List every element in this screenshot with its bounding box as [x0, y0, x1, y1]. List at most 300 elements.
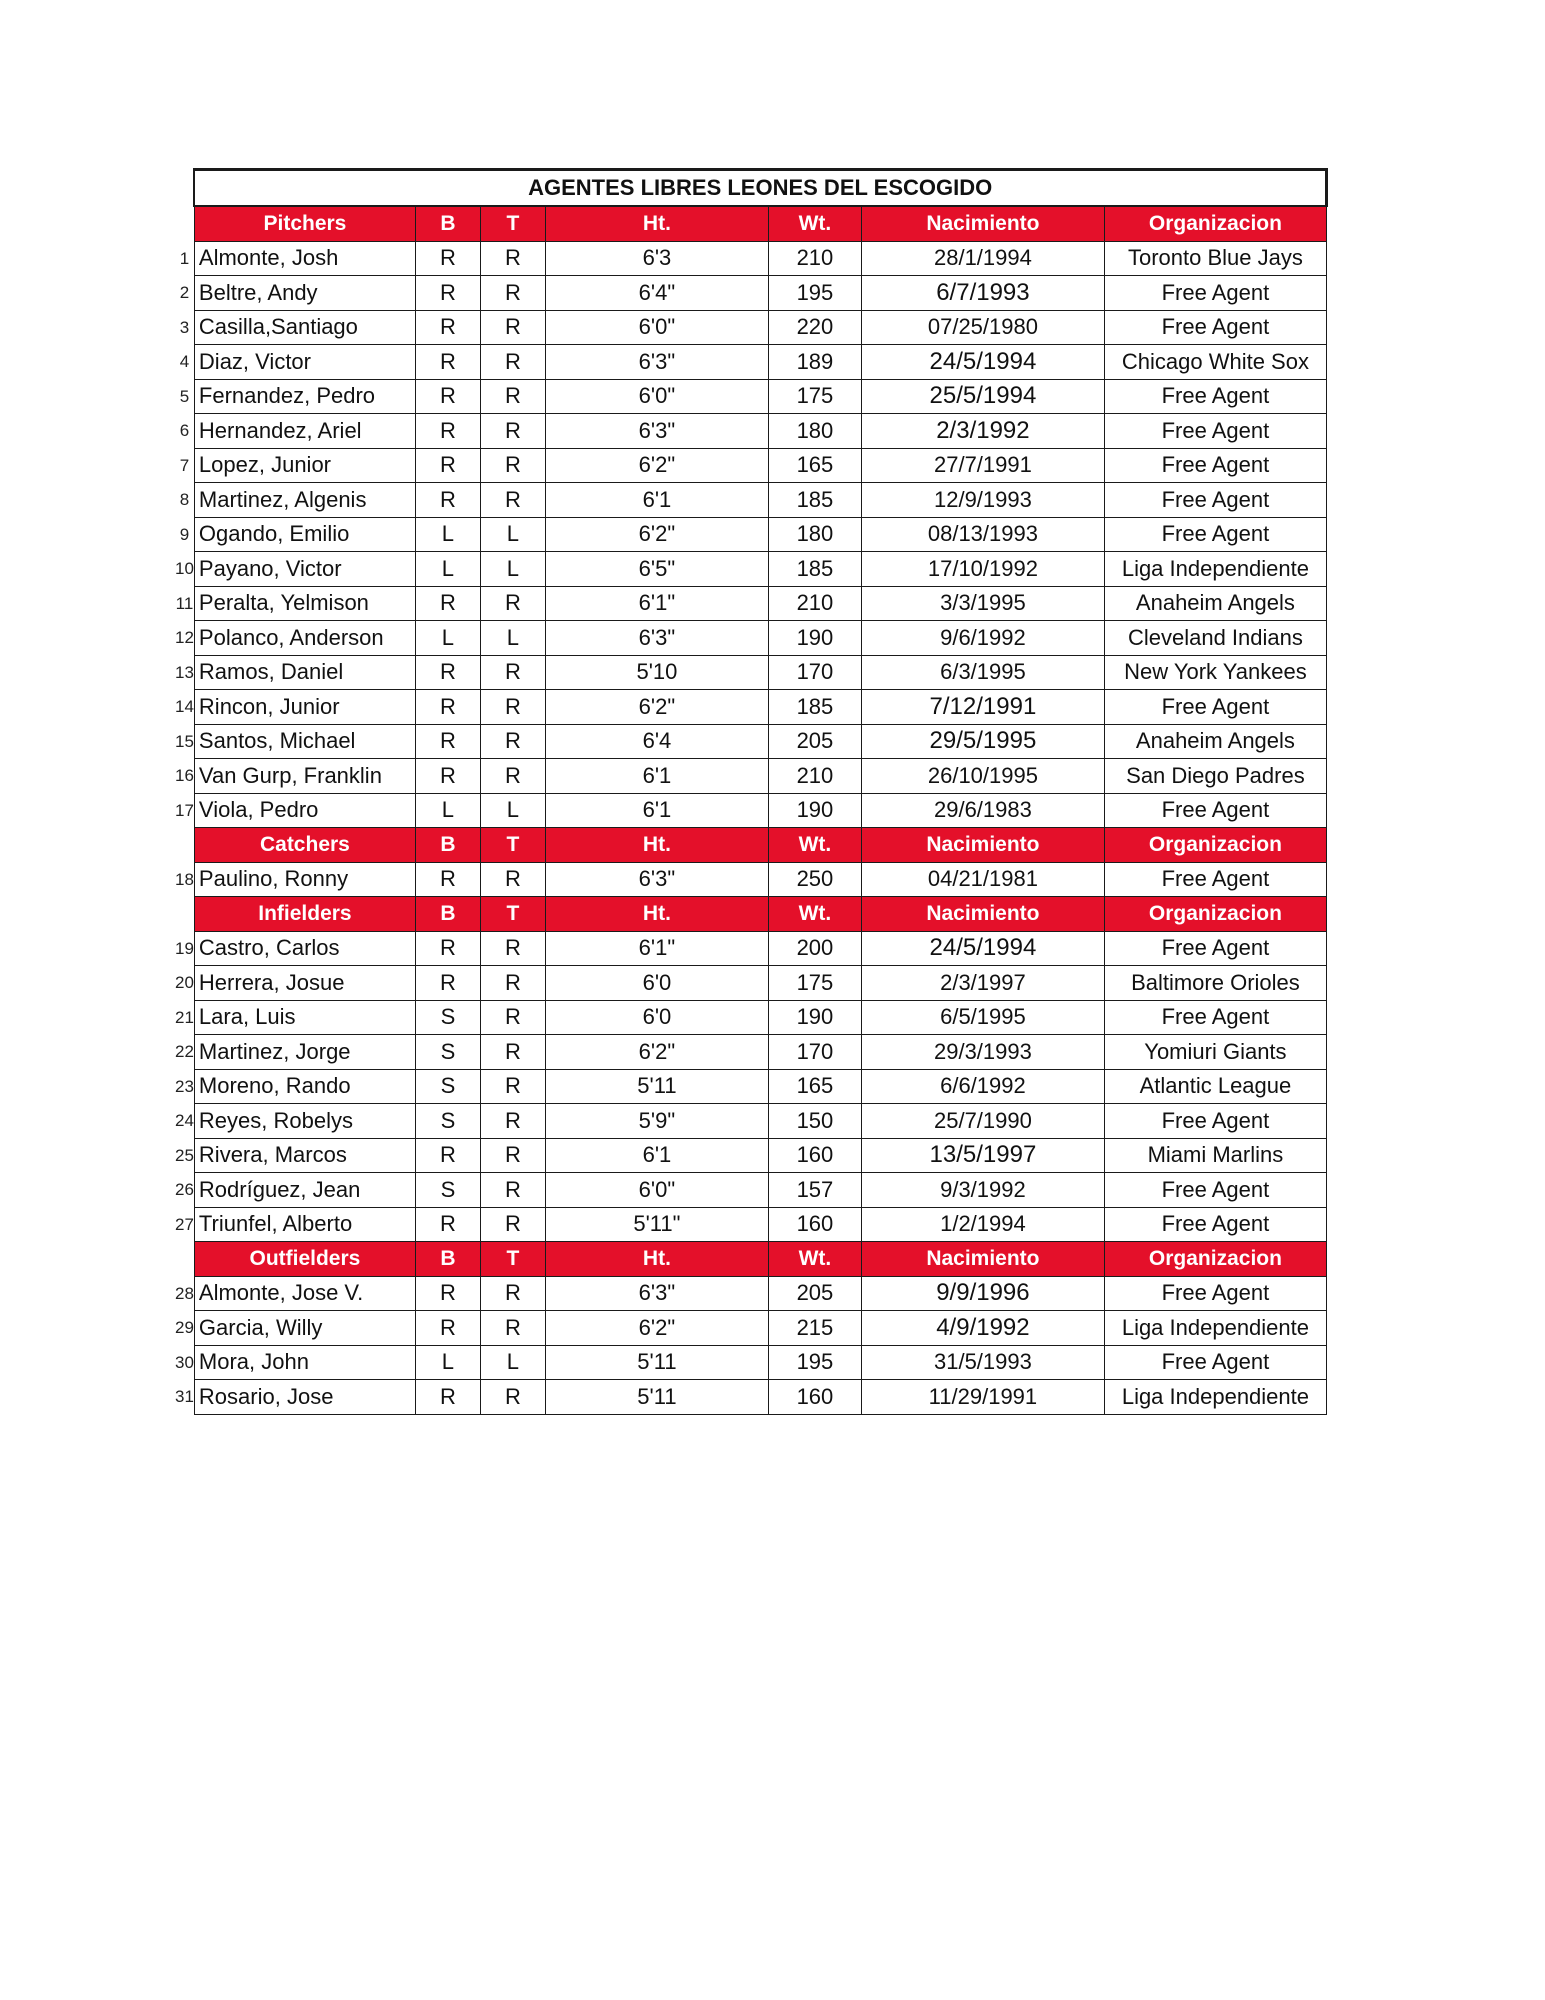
row-number: 21	[175, 1007, 194, 1027]
column-header-organizacion: Organizacion	[1104, 828, 1326, 863]
cell-ht: 6'3	[545, 241, 768, 276]
row-number-spacer	[175, 1242, 194, 1277]
cell-org: San Diego Padres	[1104, 759, 1326, 794]
cell-dob: 9/9/1996	[861, 1276, 1104, 1311]
cell-b: R	[415, 1380, 480, 1415]
sheet-title: AGENTES LIBRES LEONES DEL ESCOGIDO	[194, 170, 1326, 207]
column-header-b: B	[415, 828, 480, 863]
cell-t: R	[480, 759, 545, 794]
column-header-ht: Ht.	[545, 206, 768, 241]
cell-b: L	[415, 1345, 480, 1380]
cell-ht: 5'11	[545, 1069, 768, 1104]
player-name: Reyes, Robelys	[194, 1104, 415, 1139]
column-header-t: T	[480, 897, 545, 932]
section-header-catchers	[175, 828, 1326, 863]
player-name: Herrera, Josue	[194, 966, 415, 1001]
cell-t: R	[480, 276, 545, 311]
cell-b: R	[415, 966, 480, 1001]
cell-ht: 6'5"	[545, 552, 768, 587]
cell-b: R	[415, 241, 480, 276]
cell-t: R	[480, 1138, 545, 1173]
cell-t: R	[480, 724, 545, 759]
cell-ht: 5'9"	[545, 1104, 768, 1139]
cell-wt: 205	[768, 724, 861, 759]
cell-dob: 13/5/1997	[861, 1138, 1104, 1173]
table-row	[175, 862, 1326, 897]
cell-wt: 180	[768, 517, 861, 552]
row-number: 13	[175, 662, 194, 682]
cell-dob: 9/6/1992	[861, 621, 1104, 656]
cell-dob: 24/5/1994	[861, 345, 1104, 380]
cell-wt: 175	[768, 379, 861, 414]
cell-ht: 6'1	[545, 1138, 768, 1173]
player-name: Lopez, Junior	[194, 448, 415, 483]
row-number: 10	[175, 559, 194, 579]
cell-wt: 200	[768, 931, 861, 966]
cell-ht: 6'0	[545, 1000, 768, 1035]
free-agents-table	[175, 168, 1328, 1415]
cell-t: R	[480, 655, 545, 690]
cell-t: L	[480, 552, 545, 587]
cell-wt: 160	[768, 1380, 861, 1415]
column-header-b: B	[415, 1242, 480, 1277]
table-row	[175, 1069, 1326, 1104]
player-name: Moreno, Rando	[194, 1069, 415, 1104]
cell-t: R	[480, 1000, 545, 1035]
player-name: Rosario, Jose	[194, 1380, 415, 1415]
table-row	[175, 1207, 1326, 1242]
cell-dob: 25/7/1990	[861, 1104, 1104, 1139]
cell-dob: 9/3/1992	[861, 1173, 1104, 1208]
cell-t: R	[480, 483, 545, 518]
cell-wt: 157	[768, 1173, 861, 1208]
cell-t: R	[480, 1276, 545, 1311]
player-name: Beltre, Andy	[194, 276, 415, 311]
cell-t: L	[480, 793, 545, 828]
cell-ht: 6'2"	[545, 448, 768, 483]
row-number: 15	[175, 731, 194, 751]
cell-dob: 4/9/1992	[861, 1311, 1104, 1346]
cell-b: R	[415, 1311, 480, 1346]
player-name: Diaz, Victor	[194, 345, 415, 380]
cell-dob: 7/12/1991	[861, 690, 1104, 725]
cell-dob: 24/5/1994	[861, 931, 1104, 966]
column-header-wt: Wt.	[768, 206, 861, 241]
row-number-spacer	[175, 897, 194, 932]
cell-ht: 6'0"	[545, 379, 768, 414]
cell-ht: 6'1	[545, 483, 768, 518]
row-number: 17	[175, 800, 194, 820]
section-label: Pitchers	[194, 206, 415, 241]
cell-wt: 205	[768, 1276, 861, 1311]
cell-org: Cleveland Indians	[1104, 621, 1326, 656]
cell-b: L	[415, 517, 480, 552]
cell-dob: 6/6/1992	[861, 1069, 1104, 1104]
cell-wt: 170	[768, 655, 861, 690]
table-row	[175, 414, 1326, 449]
cell-org: Baltimore Orioles	[1104, 966, 1326, 1001]
cell-b: S	[415, 1069, 480, 1104]
player-name: Peralta, Yelmison	[194, 586, 415, 621]
cell-ht: 6'1	[545, 759, 768, 794]
row-number: 29	[175, 1318, 194, 1338]
cell-wt: 190	[768, 621, 861, 656]
cell-wt: 165	[768, 448, 861, 483]
cell-wt: 160	[768, 1207, 861, 1242]
table-row	[175, 310, 1326, 345]
cell-dob: 08/13/1993	[861, 517, 1104, 552]
section-label: Infielders	[194, 897, 415, 932]
table-row	[175, 793, 1326, 828]
cell-dob: 26/10/1995	[861, 759, 1104, 794]
cell-b: R	[415, 345, 480, 380]
cell-ht: 6'2"	[545, 1311, 768, 1346]
row-number: 16	[175, 766, 194, 786]
column-header-ht: Ht.	[545, 1242, 768, 1277]
cell-org: Free Agent	[1104, 517, 1326, 552]
column-header-ht: Ht.	[545, 828, 768, 863]
player-name: Ogando, Emilio	[194, 517, 415, 552]
row-number: 1	[179, 248, 190, 268]
cell-org: Chicago White Sox	[1104, 345, 1326, 380]
cell-b: L	[415, 552, 480, 587]
table-row	[175, 931, 1326, 966]
column-header-wt: Wt.	[768, 828, 861, 863]
cell-org: Liga Independiente	[1104, 1311, 1326, 1346]
cell-b: R	[415, 1276, 480, 1311]
title-row	[175, 170, 1326, 207]
cell-t: L	[480, 621, 545, 656]
cell-t: R	[480, 862, 545, 897]
player-name: Martinez, Jorge	[194, 1035, 415, 1070]
cell-wt: 210	[768, 586, 861, 621]
row-number: 26	[175, 1180, 194, 1200]
cell-b: R	[415, 310, 480, 345]
table-body	[175, 170, 1326, 1415]
cell-dob: 31/5/1993	[861, 1345, 1104, 1380]
cell-wt: 190	[768, 1000, 861, 1035]
player-name: Viola, Pedro	[194, 793, 415, 828]
column-header-organizacion: Organizacion	[1104, 1242, 1326, 1277]
section-label: Outfielders	[194, 1242, 415, 1277]
section-header-infielders	[175, 897, 1326, 932]
cell-ht: 5'10	[545, 655, 768, 690]
row-number: 22	[175, 1042, 194, 1062]
cell-t: R	[480, 1380, 545, 1415]
cell-ht: 6'3"	[545, 414, 768, 449]
column-header-nacimiento: Nacimiento	[861, 897, 1104, 932]
cell-org: New York Yankees	[1104, 655, 1326, 690]
cell-dob: 6/7/1993	[861, 276, 1104, 311]
table-row	[175, 655, 1326, 690]
cell-ht: 6'1"	[545, 586, 768, 621]
column-header-t: T	[480, 206, 545, 241]
cell-org: Free Agent	[1104, 276, 1326, 311]
table-row	[175, 1104, 1326, 1139]
section-header-pitchers	[175, 206, 1326, 241]
cell-dob: 6/3/1995	[861, 655, 1104, 690]
cell-wt: 210	[768, 241, 861, 276]
cell-ht: 6'3"	[545, 621, 768, 656]
cell-org: Toronto Blue Jays	[1104, 241, 1326, 276]
column-header-nacimiento: Nacimiento	[861, 1242, 1104, 1277]
cell-org: Free Agent	[1104, 793, 1326, 828]
cell-org: Free Agent	[1104, 931, 1326, 966]
row-number-spacer	[175, 206, 194, 241]
cell-wt: 175	[768, 966, 861, 1001]
cell-b: S	[415, 1104, 480, 1139]
table-row	[175, 690, 1326, 725]
player-name: Triunfel, Alberto	[194, 1207, 415, 1242]
row-number: 25	[175, 1145, 194, 1165]
cell-t: R	[480, 1207, 545, 1242]
cell-wt: 150	[768, 1104, 861, 1139]
cell-t: L	[480, 1345, 545, 1380]
cell-wt: 185	[768, 483, 861, 518]
cell-ht: 6'3"	[545, 1276, 768, 1311]
row-number: 3	[179, 317, 190, 337]
cell-org: Free Agent	[1104, 1173, 1326, 1208]
player-name: Rodríguez, Jean	[194, 1173, 415, 1208]
table-row	[175, 552, 1326, 587]
cell-b: L	[415, 621, 480, 656]
table-row	[175, 241, 1326, 276]
table-row	[175, 379, 1326, 414]
cell-wt: 185	[768, 690, 861, 725]
cell-b: R	[415, 276, 480, 311]
row-number: 31	[175, 1387, 194, 1407]
table-row	[175, 483, 1326, 518]
table-row	[175, 1345, 1326, 1380]
cell-b: R	[415, 655, 480, 690]
player-name: Rincon, Junior	[194, 690, 415, 725]
cell-t: R	[480, 1311, 545, 1346]
cell-org: Atlantic League	[1104, 1069, 1326, 1104]
cell-b: R	[415, 1138, 480, 1173]
cell-b: R	[415, 931, 480, 966]
cell-org: Free Agent	[1104, 310, 1326, 345]
cell-dob: 29/6/1983	[861, 793, 1104, 828]
cell-org: Miami Marlins	[1104, 1138, 1326, 1173]
cell-dob: 28/1/1994	[861, 241, 1104, 276]
cell-t: R	[480, 345, 545, 380]
table-row	[175, 517, 1326, 552]
cell-b: R	[415, 759, 480, 794]
cell-t: L	[480, 517, 545, 552]
row-number: 28	[175, 1283, 194, 1303]
cell-b: R	[415, 724, 480, 759]
table-row	[175, 586, 1326, 621]
cell-b: S	[415, 1000, 480, 1035]
column-header-t: T	[480, 1242, 545, 1277]
cell-dob: 29/3/1993	[861, 1035, 1104, 1070]
row-number: 9	[179, 524, 190, 544]
cell-t: R	[480, 1173, 545, 1208]
cell-dob: 6/5/1995	[861, 1000, 1104, 1035]
cell-ht: 5'11"	[545, 1207, 768, 1242]
cell-wt: 160	[768, 1138, 861, 1173]
cell-org: Free Agent	[1104, 483, 1326, 518]
cell-org: Free Agent	[1104, 1104, 1326, 1139]
cell-wt: 170	[768, 1035, 861, 1070]
cell-ht: 6'0"	[545, 310, 768, 345]
player-name: Garcia, Willy	[194, 1311, 415, 1346]
cell-t: R	[480, 690, 545, 725]
cell-ht: 6'4"	[545, 276, 768, 311]
cell-b: R	[415, 414, 480, 449]
row-number: 12	[175, 628, 194, 648]
cell-dob: 12/9/1993	[861, 483, 1104, 518]
player-name: Casilla,Santiago	[194, 310, 415, 345]
table-row	[175, 276, 1326, 311]
cell-dob: 2/3/1997	[861, 966, 1104, 1001]
table-row	[175, 621, 1326, 656]
cell-ht: 6'4	[545, 724, 768, 759]
cell-dob: 2/3/1992	[861, 414, 1104, 449]
cell-ht: 6'2"	[545, 690, 768, 725]
cell-org: Anaheim Angels	[1104, 586, 1326, 621]
cell-b: R	[415, 483, 480, 518]
cell-dob: 1/2/1994	[861, 1207, 1104, 1242]
cell-t: R	[480, 931, 545, 966]
row-number: 11	[175, 593, 194, 613]
cell-ht: 5'11	[545, 1345, 768, 1380]
cell-ht: 6'2"	[545, 517, 768, 552]
cell-t: R	[480, 586, 545, 621]
cell-wt: 190	[768, 793, 861, 828]
cell-b: S	[415, 1035, 480, 1070]
cell-ht: 6'1"	[545, 931, 768, 966]
row-number: 30	[175, 1352, 194, 1372]
cell-dob: 3/3/1995	[861, 586, 1104, 621]
player-name: Almonte, Jose V.	[194, 1276, 415, 1311]
row-number: 7	[179, 455, 190, 475]
cell-wt: 210	[768, 759, 861, 794]
table-row	[175, 1276, 1326, 1311]
cell-wt: 250	[768, 862, 861, 897]
cell-wt: 195	[768, 1345, 861, 1380]
row-number-spacer	[175, 828, 194, 863]
column-header-b: B	[415, 897, 480, 932]
cell-t: R	[480, 379, 545, 414]
cell-dob: 27/7/1991	[861, 448, 1104, 483]
table-row	[175, 448, 1326, 483]
cell-org: Free Agent	[1104, 1276, 1326, 1311]
cell-wt: 165	[768, 1069, 861, 1104]
cell-b: R	[415, 862, 480, 897]
player-name: Rivera, Marcos	[194, 1138, 415, 1173]
cell-t: R	[480, 310, 545, 345]
row-number: 24	[175, 1111, 194, 1131]
cell-ht: 6'3"	[545, 345, 768, 380]
cell-t: R	[480, 966, 545, 1001]
column-header-nacimiento: Nacimiento	[861, 206, 1104, 241]
cell-dob: 29/5/1995	[861, 724, 1104, 759]
cell-org: Free Agent	[1104, 862, 1326, 897]
table-row	[175, 1035, 1326, 1070]
section-label: Catchers	[194, 828, 415, 863]
table-row	[175, 1000, 1326, 1035]
cell-org: Free Agent	[1104, 1345, 1326, 1380]
column-header-wt: Wt.	[768, 1242, 861, 1277]
cell-t: R	[480, 1069, 545, 1104]
cell-wt: 220	[768, 310, 861, 345]
player-name: Fernandez, Pedro	[194, 379, 415, 414]
row-number: 18	[175, 869, 194, 889]
column-header-nacimiento: Nacimiento	[861, 828, 1104, 863]
cell-t: R	[480, 414, 545, 449]
cell-b: L	[415, 793, 480, 828]
player-name: Martinez, Algenis	[194, 483, 415, 518]
cell-ht: 6'3"	[545, 862, 768, 897]
cell-ht: 6'1	[545, 793, 768, 828]
cell-b: R	[415, 586, 480, 621]
cell-org: Free Agent	[1104, 448, 1326, 483]
cell-wt: 185	[768, 552, 861, 587]
player-name: Santos, Michael	[194, 724, 415, 759]
player-name: Van Gurp, Franklin	[194, 759, 415, 794]
cell-b: R	[415, 1207, 480, 1242]
cell-org: Free Agent	[1104, 379, 1326, 414]
cell-dob: 07/25/1980	[861, 310, 1104, 345]
table-row	[175, 724, 1326, 759]
row-number: 4	[179, 352, 190, 372]
column-header-wt: Wt.	[768, 897, 861, 932]
column-header-t: T	[480, 828, 545, 863]
cell-dob: 04/21/1981	[861, 862, 1104, 897]
title-spacer	[175, 170, 194, 207]
cell-wt: 195	[768, 276, 861, 311]
cell-t: R	[480, 1104, 545, 1139]
player-name: Payano, Victor	[194, 552, 415, 587]
table-row	[175, 1173, 1326, 1208]
cell-dob: 11/29/1991	[861, 1380, 1104, 1415]
table-row	[175, 345, 1326, 380]
player-name: Lara, Luis	[194, 1000, 415, 1035]
cell-dob: 25/5/1994	[861, 379, 1104, 414]
cell-ht: 5'11	[545, 1380, 768, 1415]
row-number: 23	[175, 1076, 194, 1096]
table-row	[175, 966, 1326, 1001]
row-number: 27	[175, 1214, 194, 1234]
cell-wt: 215	[768, 1311, 861, 1346]
cell-org: Yomiuri Giants	[1104, 1035, 1326, 1070]
cell-ht: 6'0	[545, 966, 768, 1001]
cell-b: R	[415, 379, 480, 414]
player-name: Castro, Carlos	[194, 931, 415, 966]
cell-t: R	[480, 1035, 545, 1070]
player-name: Hernandez, Ariel	[194, 414, 415, 449]
row-number: 5	[179, 386, 190, 406]
cell-b: R	[415, 690, 480, 725]
table-row	[175, 759, 1326, 794]
cell-wt: 180	[768, 414, 861, 449]
cell-org: Free Agent	[1104, 1207, 1326, 1242]
column-header-ht: Ht.	[545, 897, 768, 932]
player-name: Polanco, Anderson	[194, 621, 415, 656]
player-name: Ramos, Daniel	[194, 655, 415, 690]
column-header-organizacion: Organizacion	[1104, 897, 1326, 932]
table-row	[175, 1380, 1326, 1415]
player-name: Almonte, Josh	[194, 241, 415, 276]
cell-b: R	[415, 448, 480, 483]
cell-org: Anaheim Angels	[1104, 724, 1326, 759]
player-name: Paulino, Ronny	[194, 862, 415, 897]
cell-ht: 6'2"	[545, 1035, 768, 1070]
section-header-outfielders	[175, 1242, 1326, 1277]
column-header-organizacion: Organizacion	[1104, 206, 1326, 241]
cell-t: R	[480, 241, 545, 276]
